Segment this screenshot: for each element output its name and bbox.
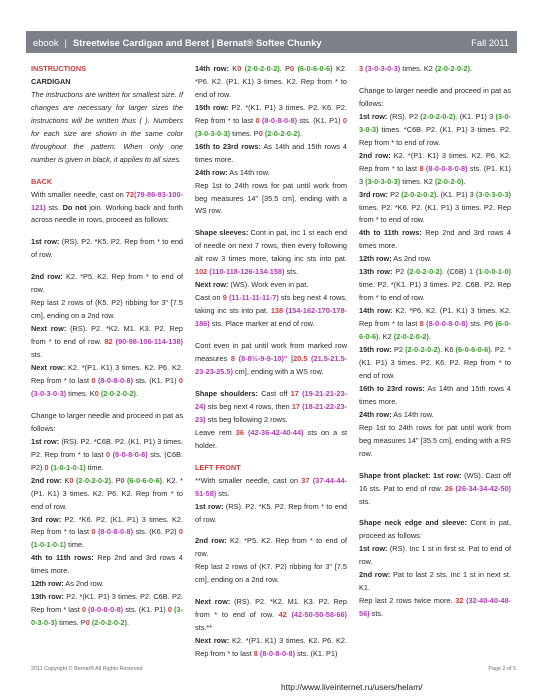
page-number: Page 2 of 5: [488, 666, 516, 672]
left-front-rep: Rep last 2 rows of (K7. P2) ribbing for 3" [7.5 cm], ending on a 2nd row.: [195, 562, 347, 585]
rep-ribbing: Rep last 2 rows of (K5. P2) ribbing for 3" [7.5 cm], ending on a 2nd row.: [31, 298, 183, 321]
document-title: Streetwise Cardigan and Beret | Bernat® Softee Chunky: [72, 36, 322, 48]
left-front-cast-on: **With smaller needle, cast on 37 (37-44-44-51-58) sts.: [195, 475, 347, 498]
front-rows-16-23: 16th to 23rd rows: As 14th and 15th rows 4 times more.: [359, 383, 511, 406]
next-row-even: Next row: (WS). Work even in pat.: [195, 280, 309, 290]
cast-on-sleeve: Cast on 9 (11-11-11-11-7) sts beg next 4 rows, taking inc sts into pat. 138 (154-162-170-178-186) sts. Place marker at end of row.: [195, 293, 347, 329]
column-3: [359, 63, 511, 621]
front-row-14: 14th row: K2. *P6. K2. (P1. K1) 3 times. K2. Rep from * to last 8 (8-0-0-8-0-8) sts. P6 (6-0-6-0-6). K2 (2-0-2-0-2).: [359, 306, 511, 342]
next-row-2: Next row: K2. *(P1. K1) 3 times. K2. P6. K2. Rep from * to last 0 (8-0-8-0-8) sts. (K1. P1) 0 (3-0-3-0-3) times. K0 (2-0-2-0-2).: [31, 363, 184, 398]
section-heading-back: BACK: [31, 176, 53, 186]
repeat-pattern: Rep 1st to 24th rows for pat until work from beg measures 14" [35.5 cm], ending with a WS row.: [195, 180, 347, 216]
front-repeat: Rep 1st to 24th rows for pat until work from beg measures 14" [35.5 cm], ending with a RS row.: [359, 422, 511, 458]
front-row-24: 24th row: As 14th row.: [359, 409, 434, 419]
pattern-row-3: 3rd row: P2. *K6. P2. (K1. P1) 3 times. K2. Rep from * to last 0 (8-0-8-0-8) sts. (K6. P2) 0 (1-0-1-0-1) time.: [31, 514, 184, 550]
left-front-row-2: 2nd row: K2. *P5. K2. Rep from * to end of row.: [195, 536, 347, 559]
column-2: [195, 63, 347, 661]
cont-even: Cont even in pat until work from marked row measures 8 (8-8½-9-9-10)" [20.5 (21.5-21.5-23-23-25.5) cm], ending with a WS row.: [195, 341, 347, 376]
pattern-row-14: 14th row: K0 (2-0-2-0-2). P0 (6-0-6-0-6) K2. *P6. K2. (P1. K1) 3 times. K2. Rep from * to end of row.: [195, 64, 347, 99]
pattern-rows-4-11: 4th to 11th rows: Rep 2nd and 3rd rows 4 times more.: [31, 553, 183, 576]
pattern-row-1: 1st row: (RS). P2. *C6B. P2. (K1. P1) 3 times. P2. Rep from * to last 0 (8-0-8-0-8) sts. (C6B. P2) 0 (1-0-1-0-1) time.: [31, 436, 183, 472]
page-header: [26, 31, 517, 53]
pattern-rows-16-23: 16th to 23rd rows: As 14th and 15th rows 4 times more.: [195, 141, 347, 164]
left-front-next-row: Next row: (RS). P2. *K2. M1. K3. P2. Rep from * to end of row. 42 (42-50-50-58-66) sts.**: [195, 597, 347, 633]
neck-row-1: 1st row: (RS). Inc 1 st in first st. Pat to end of row.: [359, 544, 511, 567]
shape-sleeves: Shape sleeves: Cont in pat, inc 1 st each end of needle on next 7 rows, then every following alt row 3 times more, taking inc sts into pat. 102 (110-118-126-134-158) sts.: [195, 228, 347, 277]
section-heading-instructions: INSTRUCTIONS: [31, 64, 87, 73]
front-row-1: 1st row: (RS). P2 (2-0-2-0-2). (K1. P1) 3 (3-0-3-0-3) times. *C6B. P2. (K1. P1) 3 times. P2. Rep from * to end of row.: [359, 111, 511, 147]
size-note: The instructions are written for smallest size. If changes are necessary for larger sizes the instructions will be written thus ( ). Numbers for each size are shown in the same color throughout the pattern. When only one number is given in black, it applies to all sizes.: [31, 89, 183, 164]
section-heading-left-front: LEFT FRONT: [195, 462, 241, 472]
pattern-row-15: 15th row: P2. *(K1. P1) 3 times. P2. K6. P2. Rep from * to last 0 (8-0-8-0-8) sts. (K1. P1) 0 (3-0-3-0-3) times. P0 (2-0-2-0-2).: [195, 102, 348, 138]
left-front-next-row-2: Next row: K2. *(P1. K1) 3 times. K2. P6. K2. Rep from * to last 8 (8-0-8-0-8) sts. (K1. P1): [195, 636, 347, 659]
pattern-row-13: 13th row: P2. *(K1. P1) 3 times. P2. C6B. P2. Rep from * last 0 (8-0-8-0-8) sts. (K1. P1) 0 (3-0-3-0-3) times. P0 (2-0-2-0-2).: [31, 592, 184, 628]
next-row-inc: Next row: (RS). P2. *K2. M1. K3. P2. Rep from * to end of row. 82 (90-98-106-114-138) sts.: [31, 324, 183, 360]
issue-label: Fall 2011: [471, 36, 509, 48]
front-row-2: 2nd row: K2. *(P1. K1) 3 times. K2. P6. K2. Rep from * to last 8 (8-0-0-8-0-8) sts. (P1. K1) 3 (3-0-3-0-3) times. K2 (2-0-2-0).: [359, 150, 511, 186]
header-separator: |: [64, 36, 67, 48]
pattern-row-12: 12th row: As 2nd row.: [31, 579, 104, 589]
section-subheading-cardigan: CARDIGAN: [31, 76, 71, 86]
front-row-12: 12th row: As 2nd row.: [359, 254, 432, 264]
change-needle: Change to larger needle and proceed in pat as follows:: [31, 410, 183, 433]
shape-front-placket: Shape front placket: 1st row: (WS). Cast off 16 sts. Pat to end of row. 26 (26-34-34-42-50) sts.: [359, 470, 512, 506]
pattern-row-2: 2nd row: K0 (2-0-2-0-2). P0 (6-0-6-0-6). K2. *(P1. K1) 3 times. K2. P6. K2. Rep from * to end of row.: [31, 475, 183, 511]
brand-label: ebook: [33, 36, 59, 48]
change-needle-2: Change to larger needle and proceed in pat as follows:: [359, 85, 511, 108]
front-row-13: 13th row: P2 (2-0-2-0-2). (C6B) 1 (1-0-0-1-0) time. P2. *(K1. P1) 3 times. P2. C6B. P2. Rep from * to end of row.: [359, 267, 511, 303]
front-row-15: 15th row: P2 (2-0-2-0-2). K6 (6-0-6-0-6). P2. *(K1. P1) 3 times. P2. K6. P2. Rep from * to end of row.: [359, 345, 511, 380]
neck-row-2: 2nd row: Pat to last 2 sts. Inc 1 st in next st. K1.: [359, 570, 511, 593]
watermark-url: http://www.liveinternet.ru/users/helam/: [281, 682, 423, 692]
leave-rem: Leave rem 36 (42-36-42-40-44) sts on a st holder.: [195, 427, 347, 450]
pattern-row-24: 24th row: As 14th row.: [195, 167, 270, 177]
shape-neck-edge: Shape neck edge and sleeve: Cont in pat, proceed as follows:: [359, 518, 511, 541]
continued-times: 3 (3-0-3-0-3) times. K2 (2-0-2-0-2).: [359, 64, 473, 73]
front-rows-4-11: 4th to 11th rows: Rep 2nd and 3rd rows 4 times more.: [359, 228, 511, 251]
neck-repeat: Rep last 2 rows twice more. 32 (32-40-40-48-56) sts.: [359, 596, 511, 619]
column-1: [31, 63, 183, 630]
copyright-footer: 2011 Copyright © Bernat® All Rights Reserved: [31, 666, 143, 672]
front-row-3: 3rd row: P2 (2-0-2-0-2). (K1. P1) 3 (3-0-3-0-3) times. P2. *K6. P2. (K1. P1) 3 times. P2. Rep from * to end of row.: [359, 189, 511, 225]
row-1: 1st row: (RS). P2. *K5. P2. Rep from * to end of row.: [31, 237, 183, 260]
left-front-row-1: 1st row: (RS). P2. *K5. P2. Rep from * to end of row.: [195, 501, 347, 524]
row-2: 2nd row: K2. *P5. K2. Rep from * to end of row.: [31, 272, 183, 295]
shape-shoulders: Shape shoulders: Cast off 17 (19-21-21-23-24) sts beg next 4 rows, then 17 (18-21-22-23-23) sts beg following 2 rows.: [195, 388, 347, 424]
paragraph-cast-on: With smaller needle, cast on 72(79-86-93-100-121) sts. Do not join. Working back and forth across needle in rows, proceed as follows:: [31, 189, 183, 225]
